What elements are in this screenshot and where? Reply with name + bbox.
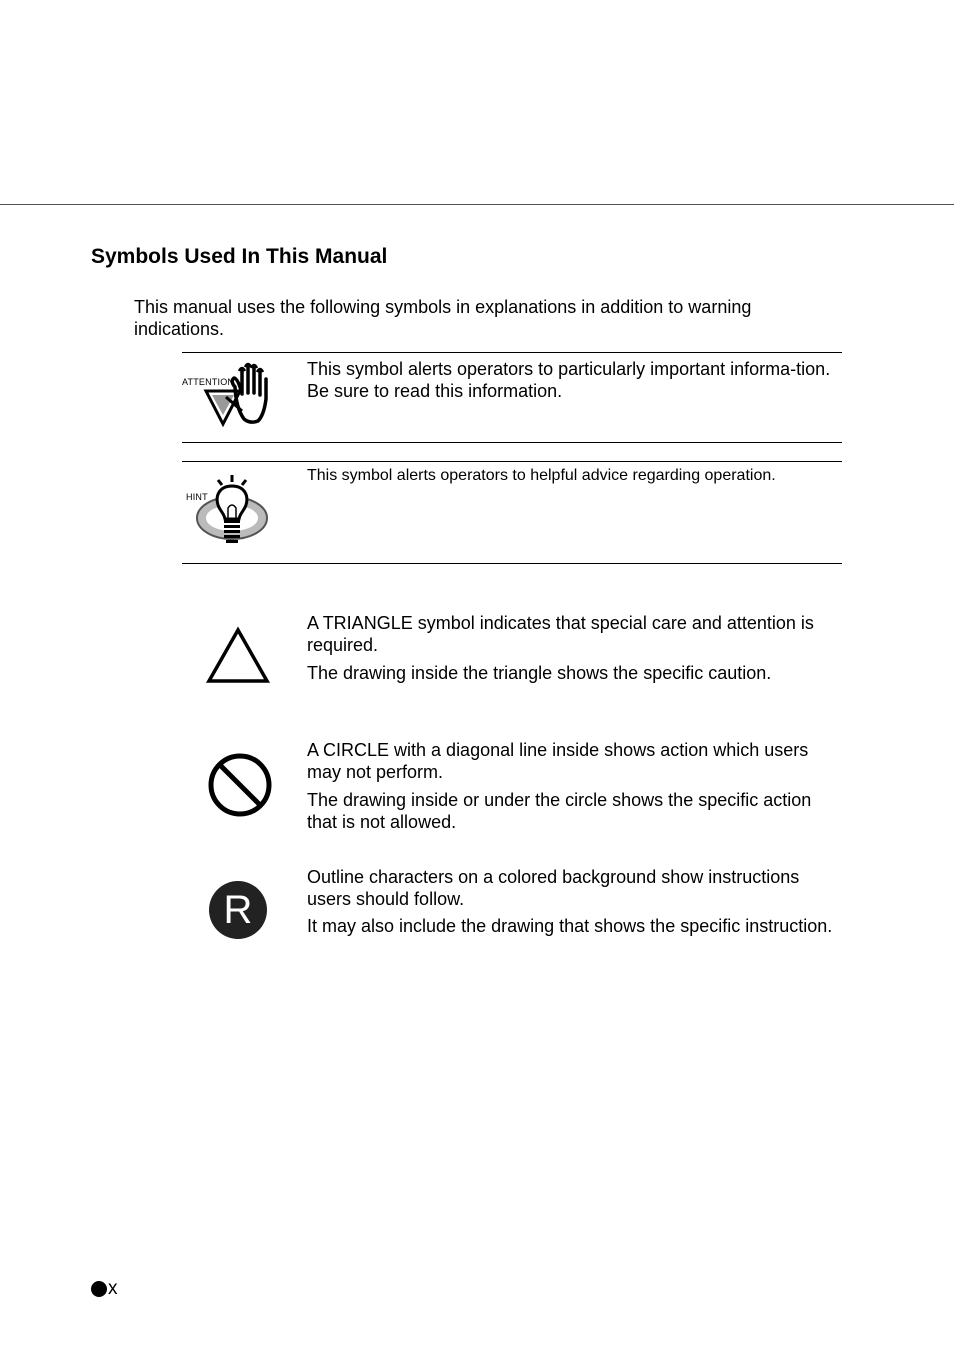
page-number-text: x: [108, 1278, 118, 1299]
triangle-icon: [203, 626, 273, 686]
hint-text: This symbol alerts operators to helpful advice regarding operation.: [307, 467, 776, 484]
page-number: [91, 1278, 118, 1300]
triangle-row: [182, 612, 842, 702]
attention-text: This symbol alerts operators to particularly important informa-tion. Be sure to read this information.: [307, 359, 831, 401]
instruction-r-icon: [209, 881, 267, 939]
hint-box: [182, 461, 842, 564]
prohibition-row: [182, 739, 842, 839]
intro-paragraph: This manual uses the following symbols in explanations in addition to warning indications.: [134, 297, 752, 339]
prohibition-circle-icon: [206, 751, 276, 821]
instruction-text-2: It may also include the drawing that shows the specific instruction.: [307, 916, 833, 936]
hint-label: HINT: [186, 492, 208, 502]
instruction-r-letter: R: [223, 888, 253, 932]
triangle-text-1: A TRIANGLE symbol indicates that special care and attention is required.: [307, 613, 814, 655]
prohibition-text-1: A CIRCLE with a diagonal line inside shows action which users may not perform.: [307, 740, 809, 782]
attention-box: [182, 352, 842, 443]
prohibition-text-2: The drawing inside or under the circle shows the specific action that is not allowed.: [307, 790, 812, 832]
light-bulb-icon: [182, 462, 282, 557]
triangle-text-2: The drawing inside the triangle shows the specific caution.: [307, 663, 772, 683]
instruction-text-1: Outline characters on a colored background show instructions users should follow.: [307, 867, 800, 909]
section-title: Symbols Used In This Manual: [91, 245, 388, 268]
header-rule: [0, 204, 954, 205]
attention-hand-icon: [182, 353, 282, 433]
instruction-row: [182, 866, 842, 966]
bullet-dot-icon: [91, 1281, 107, 1297]
attention-label: ATTENTION: [182, 377, 235, 387]
